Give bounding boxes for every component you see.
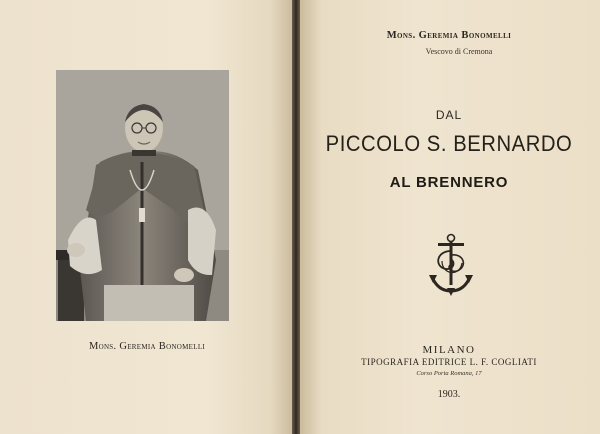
book-gutter bbox=[292, 0, 300, 434]
author-name: Mons. Geremia Bonomelli bbox=[386, 30, 512, 41]
portrait-photo bbox=[56, 70, 229, 321]
book-subtitle: AL BRENNERO bbox=[389, 174, 509, 191]
publication-year: 1903. bbox=[437, 389, 461, 400]
publisher-name: TIPOGRAFIA EDITRICE L. F. COGLIATI bbox=[361, 357, 537, 367]
title-prefix: DAL bbox=[435, 108, 463, 122]
anchor-monogram-icon bbox=[428, 233, 474, 297]
publication-city: MILANO bbox=[422, 344, 476, 356]
author-role: Vescovo di Cremona bbox=[425, 47, 493, 56]
book-title: PICCOLO S. BERNARDO bbox=[325, 131, 573, 156]
portrait-caption: Mons. Geremia Bonomelli bbox=[88, 341, 206, 352]
right-page bbox=[298, 0, 600, 434]
publisher-address: Corso Porta Romana, 17 bbox=[416, 370, 482, 377]
